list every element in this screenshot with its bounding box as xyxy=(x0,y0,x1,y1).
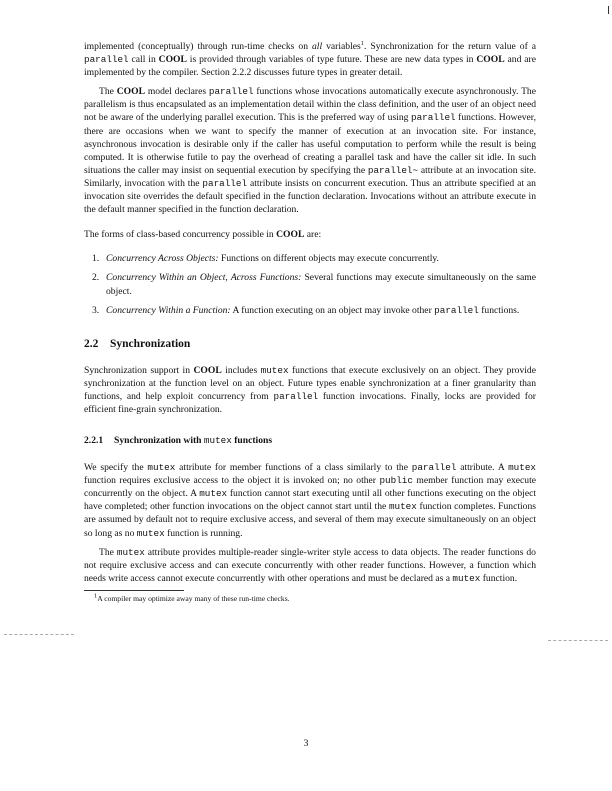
list-item xyxy=(84,304,536,317)
page-number: 3 xyxy=(303,738,309,749)
list-term: Concurrency Within an Object, Across Functions: xyxy=(106,272,302,284)
text: . Synchronization for the return value of a xyxy=(364,41,537,52)
list-text: A function executing on an object may invoke other xyxy=(230,304,435,316)
section-number: 2.2.1 xyxy=(84,435,104,447)
text: functions that execute exclusively on an object. They provide synchronization at the function level on an object. Future types enable synchronization at a finer granularity than functions, and help exploit concurrency from xyxy=(84,364,536,402)
cool-name: COOL xyxy=(476,54,505,66)
list-item xyxy=(84,252,536,265)
text: function cannot start executing until all other functions executing on the object have completed; other function invocations on the object cannot start until the xyxy=(84,488,537,513)
text: call in xyxy=(128,54,159,66)
code-keyword: parallel xyxy=(410,112,456,124)
code-keyword: mutex xyxy=(136,527,165,539)
paragraph-forms-intro xyxy=(84,228,536,241)
text: function requires exclusive access to the object it is invoked on; no other xyxy=(84,475,380,487)
section-title: functions xyxy=(231,435,273,447)
text: includes xyxy=(221,364,261,376)
list-item xyxy=(84,271,536,297)
list-text: Functions on different objects may execute concurrently. xyxy=(218,253,439,265)
text: member function may execute concurrently on the object. A xyxy=(84,475,537,500)
paragraph-reader-writer xyxy=(84,546,536,585)
cool-name: COOL xyxy=(116,86,146,98)
text: We specify the xyxy=(84,462,148,474)
text: implemented (conceptually) through run-time checks on xyxy=(84,41,312,52)
scan-artifact-left xyxy=(4,634,74,635)
code-keyword: mutex xyxy=(199,488,228,500)
paragraph-sync-support xyxy=(84,364,536,416)
text: functions. However, there are occasions when we want to specify the manner of execution at an invocation site. For instance, asynchronous invocation is desirable only if the caller has useful computation to perform while the result is being computed. It is otherwise futile to pay the overhead of creating a parallel task and have the caller sit idle. In such situations the caller may insist on sequential execution by specifying the xyxy=(84,112,536,176)
code-keyword: public xyxy=(379,475,413,487)
section-number: 2.2 xyxy=(84,337,99,350)
paragraph-parallel-model xyxy=(84,85,536,216)
scan-artifact-right xyxy=(548,640,608,641)
text: function invocations. Finally, locks are provided for efficient fine-grain synchronization. xyxy=(84,390,536,415)
text: function. xyxy=(480,572,518,584)
code-keyword: mutex xyxy=(116,546,145,558)
text: attribute insists on concurrent execution. Thus an attribute specified at an invocation site overrides the default specified in the function declaration. Invocations without an attribute execute in the default manner specified in the function declaration. xyxy=(84,177,536,216)
page-edge-mark xyxy=(608,6,610,14)
text: attribute provides multiple-reader single-writer style access to data objects. The reader functions do not require exclusive access and can execute concurrently with other reader functions. However, a function which needs write access cannot execute concurrently with other operations and must be declared as a xyxy=(84,546,536,584)
paragraph-mutex-attribute xyxy=(84,461,536,540)
code-keyword: parallel~ xyxy=(367,164,419,176)
text: The forms of class-based concurrency possible in xyxy=(84,229,277,241)
text: model declares xyxy=(145,86,209,98)
code-keyword: mutex xyxy=(452,572,481,584)
emphasis: all xyxy=(311,41,323,52)
subsection-heading-mutex xyxy=(84,434,536,447)
code-keyword: parallel xyxy=(208,86,254,98)
text: function is running. xyxy=(164,527,243,539)
text: and are implemented by the compiler. Section 2.2.2 discusses future types in greater detail. xyxy=(84,54,536,79)
code-keyword: parallel xyxy=(411,462,457,474)
code-keyword: mutex xyxy=(508,462,536,474)
section-title: Synchronization xyxy=(110,337,191,350)
code-keyword: mutex xyxy=(388,501,417,513)
code-keyword: mutex xyxy=(147,462,176,474)
text: Synchronization support in xyxy=(84,364,194,376)
cool-name: COOL xyxy=(276,229,305,241)
concurrency-forms-list xyxy=(84,252,536,316)
footnote xyxy=(84,594,536,604)
text: attribute for member functions of a class similarly to the xyxy=(175,462,412,474)
text: attribute at an invocation site. Similarly, invocation with the xyxy=(84,164,536,189)
list-text: functions. xyxy=(478,304,520,316)
text: function completes. Functions are assumed by default not to require exclusive access, and several of them may execute simultaneously on an object so long as no xyxy=(84,501,536,539)
code-keyword: parallel xyxy=(202,177,248,189)
list-term: Concurrency Within a Function: xyxy=(106,304,231,316)
code-keyword: parallel xyxy=(273,390,319,402)
list-number: 1. xyxy=(92,253,100,265)
list-number: 3. xyxy=(92,304,100,316)
code-keyword: mutex xyxy=(203,435,232,447)
cool-name: COOL xyxy=(158,54,187,66)
code-keyword: parallel xyxy=(84,54,129,66)
cool-name: COOL xyxy=(193,364,222,376)
section-heading-synchronization xyxy=(84,337,536,351)
footnote-divider xyxy=(84,590,184,591)
text: The xyxy=(99,546,117,558)
text: are: xyxy=(304,229,322,241)
list-text: Several functions may execute simultaneously on the same object. xyxy=(106,272,536,297)
footnote-text: A compiler may optimize away many of these run-time checks. xyxy=(97,593,290,603)
list-term: Concurrency Across Objects: xyxy=(106,253,219,265)
section-title: Synchronization with xyxy=(114,435,204,447)
footnote-mark: 1 xyxy=(94,592,98,600)
paragraph-futures-intro xyxy=(84,40,536,79)
footnote-reference: 1 xyxy=(360,39,364,47)
text: functions whose invocations automatically execute asynchronously. The parallelism is thus encapsulated as an implementation detail within the class definition, and the user of an object need not be aware of the underlying parallel execution. This is the preferred way of using xyxy=(84,86,536,124)
text: is provided through variables of type future. These are new data types in xyxy=(186,54,477,66)
code-keyword: parallel xyxy=(434,304,479,316)
text: variables xyxy=(322,41,361,52)
text: attribute. A xyxy=(456,462,509,474)
list-number: 2. xyxy=(92,272,100,284)
page-body xyxy=(84,40,536,604)
text: The xyxy=(99,86,117,98)
code-keyword: mutex xyxy=(260,364,289,376)
